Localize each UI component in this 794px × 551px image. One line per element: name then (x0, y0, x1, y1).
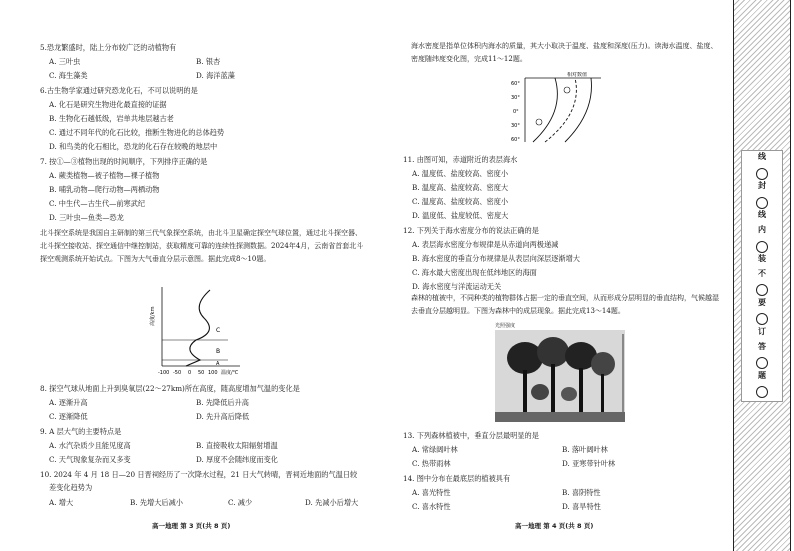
q13-option-b: B. 落叶阔叶林 (562, 445, 608, 454)
seal-circle-icon (756, 284, 768, 296)
q10-stem: 10. 2024 年 4 月 18 日—20 日晋祠经历了一次降水过程，21 日大气转晴，晋祠近地面的气温日较 (40, 470, 358, 479)
q6-option-a: A. 化石是研究生物进化最直接的证据 (49, 100, 167, 109)
q5-option-c: C. 海生藻类 (49, 71, 88, 80)
seal-char: 封 (758, 181, 766, 190)
q6-option-c: C. 通过不同年代的化石比较，推断生物进化的总体趋势 (49, 128, 225, 137)
passage-forest: 森林的植被中，不同种类的植物群体占据一定的垂直空间，从而形成分层明显的垂直结构，气候越湿去垂直分层越明显。下图为森林中的成层现象。据此完成13～14题。 (411, 294, 719, 315)
lat-tick-0: 60° (511, 81, 520, 87)
seal-circle-icon (756, 313, 768, 325)
seal-text-column (741, 150, 783, 402)
seal-char: 不 (758, 269, 766, 278)
xtick-4: 100 (208, 370, 218, 376)
seal-char: 线 (758, 210, 766, 219)
q7-option-c: C. 中生代—古生代—前寒武纪 (49, 199, 146, 208)
q13-option-a: A. 常绿阔叶林 (412, 445, 458, 454)
q11-option-d: D. 温度低、盐度较低、密度大 (412, 211, 509, 220)
q7-option-d: D. 三叶虫—鱼类—恐龙 (49, 213, 124, 222)
chart-ylabel: 高度/km (150, 306, 156, 326)
seal-char: 线 (758, 152, 766, 161)
seal-line-strip (733, 0, 794, 551)
q12-stem: 12. 下列关于海水密度分布的说法正确的是 (403, 226, 539, 235)
seal-char: 要 (758, 298, 766, 307)
mark-2-icon (564, 87, 570, 93)
layer-label-a: A (216, 361, 220, 367)
q13-option-d: D. 亚寒带针叶林 (562, 459, 616, 468)
q12-option-b: B. 海水密度的垂直分布规律是从表层向深层逐渐增大 (412, 254, 580, 263)
q12-option-d: D. 海水密度与洋流运动无关 (412, 282, 502, 291)
q14-option-a: A. 喜光特性 (412, 488, 451, 497)
q11-option-b: B. 温度高、盐度较高、密度大 (412, 183, 509, 192)
q11-option-c: C. 温度高、盐度较高、密度小 (412, 197, 509, 206)
footer-page4: 高一地理 第 4 页(共 8 页) (515, 522, 594, 530)
layer-label-c: C (216, 327, 221, 334)
q13-stem: 13. 下列森林植被中，垂直分层最明显的是 (403, 431, 539, 440)
q14-stem: 14. 图中分布在最底层的植被具有 (403, 474, 511, 483)
q7-option-a: A. 蕨类植物—被子植物—裸子植物 (49, 171, 160, 180)
q10-option-a: A. 增大 (49, 498, 74, 507)
q10-option-c: C. 减少 (228, 498, 253, 507)
q10-option-b: B. 先增大后减小 (130, 498, 183, 507)
q14-option-b: B. 喜阴特性 (562, 488, 601, 497)
temperature-curve (186, 290, 210, 366)
q7-option-b: B. 哺乳动物—爬行动物—两栖动物 (49, 185, 160, 194)
lat-tick-2: 0° (513, 109, 519, 115)
q5-option-a: A. 三叶虫 (49, 57, 81, 66)
q14-option-c: C. 喜水特性 (412, 502, 451, 511)
q6-stem: 6.古生物学家通过研究恐龙化石，不可以说明的是 (40, 86, 198, 95)
x-unit: 温度/℃ (221, 370, 239, 376)
q6-option-b: B. 生物化石越低级，岩单共地层越古老 (49, 114, 174, 123)
seal-circle-icon (756, 386, 768, 398)
q11-option-a: A. 温度低、盐度较高、密度小 (412, 169, 509, 178)
footer-page3: 高一地理 第 3 页(共 8 页) (152, 522, 231, 530)
seal-char: 装 (758, 254, 766, 263)
mark-1-icon (536, 119, 542, 125)
seal-circle-icon (756, 357, 768, 369)
q13-option-c: C. 热带雨林 (412, 459, 451, 468)
q10-option-d: D. 先减小后增大 (305, 498, 359, 507)
q8-option-b: B. 先降低后升高 (196, 398, 249, 407)
q6-option-d: D. 和鸟类的化石相比，恐龙的化石存在较晚的地层中 (49, 142, 218, 151)
q7-stem: 7. 按①—③植物出现的时间顺序，下列排序正确的是 (40, 157, 208, 166)
seal-char: 题 (758, 371, 766, 380)
q8-option-c: C. 逐渐降低 (49, 412, 88, 421)
seawater-density-figure (505, 72, 605, 146)
q5-option-d: D. 海洋蓝藻 (196, 71, 235, 80)
atmosphere-layer-chart (148, 282, 246, 378)
forest-image (495, 330, 635, 422)
q8-stem: 8. 探空气球从地面上升到臭氧层(22～27km)所在高度，随高度增加气温的变化是 (40, 384, 300, 393)
lat-tick-3: 30° (511, 123, 520, 129)
seal-circle-icon (756, 241, 768, 253)
q10-stem-cont: 差变化趋势为 (49, 483, 93, 492)
q9-option-a: A. 水汽杂质少且能见度高 (49, 441, 131, 450)
seal-char: 答 (758, 342, 766, 351)
q5-option-b: B. 银杏 (196, 57, 221, 66)
xtick-1: -50 (173, 370, 182, 376)
q11-stem: 11. 由图可知，赤道附近的表层海水 (403, 155, 518, 164)
seal-circle-icon (756, 168, 768, 180)
lat-tick-1: 30° (511, 95, 520, 101)
seal-char: 内 (758, 225, 766, 234)
q12-option-a: A. 表层海水密度分布规律是从赤道向两极递减 (412, 240, 559, 249)
seal-circle-icon (756, 197, 768, 209)
lat-tick-4: 60° (511, 137, 520, 143)
q14-option-d: D. 喜旱特性 (562, 502, 601, 511)
fig-label: 相对数值 (567, 72, 588, 78)
curve-2 (545, 78, 576, 142)
passage-beidou: 北斗探空系统是我国自主研制的第三代气象探空系统，由北斗卫星确定探空气球位置，通过北斗探空器、北斗探空接收站、探空通信中继控制站，获取精度可靠的连续性探测数据。2024年4月，云南省首套北斗探空观测系统开始试点。下图为大气垂直分层示意图。据此完成8～10题。 (40, 229, 364, 263)
q12-option-c: C. 海水最大密度出现在低纬地区的海面 (412, 268, 537, 277)
q9-option-c: C. 天气现象复杂而又多变 (49, 455, 131, 464)
layer-label-b: B (216, 348, 221, 355)
curve-1 (533, 78, 557, 142)
q9-option-d: D. 厚度不会随纬度而变化 (196, 455, 278, 464)
photo-label: 光照强度 (495, 323, 516, 329)
q5-stem: 5.恐龙繁盛时，陆上分布较广泛的动植物有 (40, 43, 177, 52)
passage-seawater: 海水密度是指单位体积内海水的质量，其大小取决于温度、盐度和深度(压力)。读海水温度、盐度、密度随纬度变化图，完成11～12题。 (411, 42, 718, 63)
q9-stem: 9. A 层大气的主要特点是 (40, 427, 122, 436)
seal-char: 订 (758, 327, 766, 336)
q8-option-a: A. 逐渐升高 (49, 398, 88, 407)
q9-option-b: B. 直接吸收太阳辐射增温 (196, 441, 278, 450)
left-page (0, 0, 393, 551)
forest-layer-photo (495, 322, 635, 422)
right-page (397, 0, 727, 551)
xtick-3: 50 (198, 370, 205, 376)
xtick-2: 0 (188, 370, 192, 376)
xtick-0: -100 (158, 370, 170, 376)
q8-option-d: D. 先升高后降低 (196, 412, 250, 421)
